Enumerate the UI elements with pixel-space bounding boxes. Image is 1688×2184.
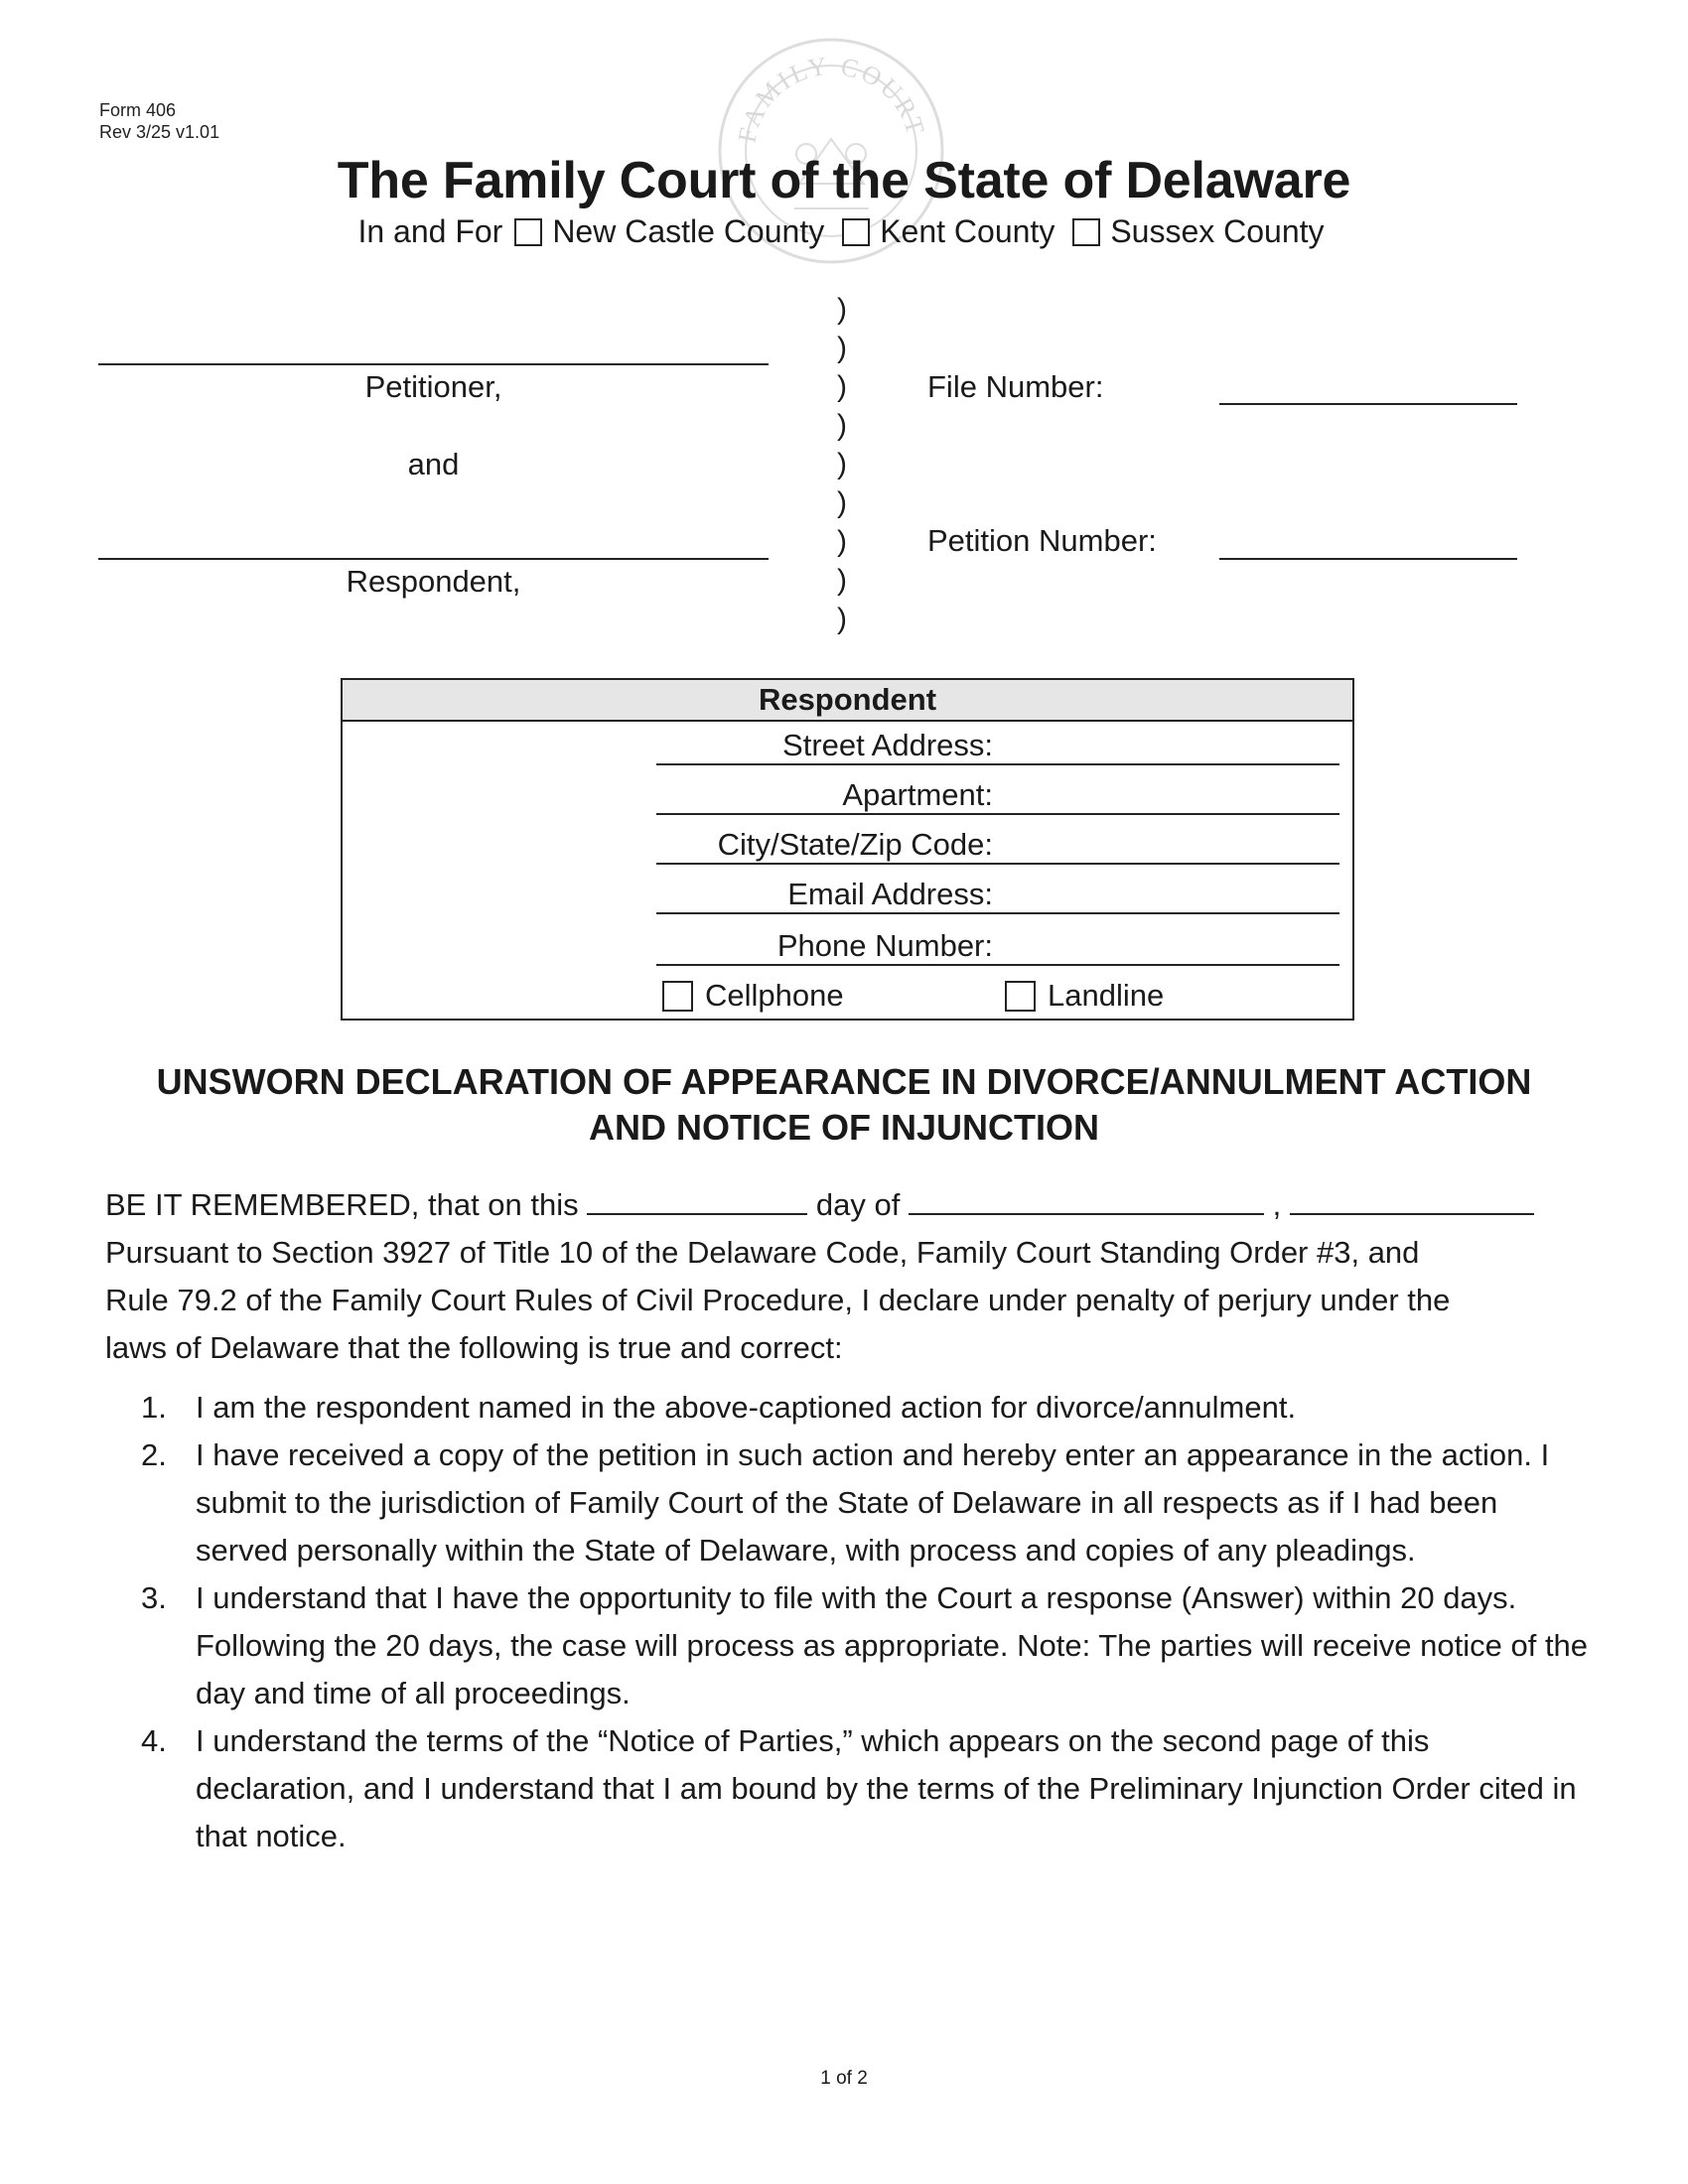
- apartment-label: Apartment:: [842, 777, 993, 812]
- paren: ): [837, 603, 847, 635]
- city-state-zip-row: [343, 825, 1352, 869]
- declaration-list: [105, 1384, 1595, 1860]
- email-row: [343, 875, 1352, 918]
- item-number: 1.: [141, 1390, 167, 1425]
- petitioner-name-line[interactable]: [98, 363, 769, 365]
- intro-line-2: Pursuant to Section 3927 of Title 10 of the Delaware Code, Family Court Standing Order #3, and: [105, 1235, 1420, 1270]
- checkbox-new-castle[interactable]: [514, 218, 542, 246]
- county-option-new-castle[interactable]: [514, 213, 824, 250]
- court-title: The Family Court of the State of Delaware: [337, 152, 1351, 209]
- cellphone-label: Cellphone: [705, 978, 844, 1013]
- respondent-info-box: [341, 678, 1354, 1021]
- item-number: 2.: [141, 1437, 167, 1472]
- intro-line-1: [105, 1181, 1595, 1229]
- paren: ): [837, 370, 847, 403]
- phone-field[interactable]: [656, 964, 1339, 966]
- intro-prefix: BE IT REMEMBERED, that on this: [105, 1187, 579, 1222]
- petition-number-label: Petition Number:: [927, 523, 1157, 558]
- county-label: Kent County: [880, 213, 1055, 249]
- document-title-line2: AND NOTICE OF INJUNCTION: [588, 1107, 1099, 1148]
- form-number: Form 406: [99, 100, 177, 120]
- phone-label: Phone Number:: [776, 928, 993, 963]
- respondent-box-heading: Respondent: [343, 680, 1352, 722]
- checkbox-kent[interactable]: [842, 218, 870, 246]
- county-selection: [0, 213, 1688, 250]
- city-state-zip-field[interactable]: [656, 863, 1339, 865]
- paren: ): [837, 486, 847, 519]
- day-field[interactable]: [587, 1183, 807, 1215]
- caption-parenthesis-column: [837, 290, 847, 638]
- street-address-field[interactable]: [656, 763, 1339, 765]
- item-number: 4.: [141, 1723, 167, 1758]
- county-option-sussex[interactable]: [1072, 213, 1324, 250]
- county-label: New Castle County: [552, 213, 825, 249]
- svg-text:FAMILY COURT: FAMILY COURT: [732, 51, 931, 146]
- intro-paragraph: [105, 1181, 1595, 1372]
- email-field[interactable]: [656, 912, 1339, 914]
- form-revision: Rev 3/25 v1.01: [99, 122, 220, 142]
- email-label: Email Address:: [787, 877, 993, 911]
- declaration-item-1: [105, 1384, 1595, 1432]
- item-text: I have received a copy of the petition in such action and hereby enter an appearance in the action. I submit to the jurisdiction of Family Court of the State of Delaware in all respects as if I had been served personally within the State of Delaware, with process and copies of any pleadings.: [196, 1437, 1550, 1568]
- landline-option[interactable]: [1005, 978, 1164, 1014]
- page-number: 1 of 2: [820, 2068, 868, 2089]
- paren: ): [837, 409, 847, 442]
- paren: ): [837, 564, 847, 597]
- year-field[interactable]: [1290, 1183, 1534, 1215]
- respondent-label: Respondent,: [346, 564, 521, 599]
- intro-line-4: laws of Delaware that the following is true and correct:: [105, 1330, 843, 1365]
- and-label: and: [407, 447, 460, 481]
- declaration-item-4: [105, 1717, 1595, 1860]
- checkbox-cellphone[interactable]: [662, 981, 693, 1012]
- street-address-label: Street Address:: [782, 728, 993, 762]
- apartment-field[interactable]: [656, 813, 1339, 815]
- paren: ): [837, 293, 847, 326]
- in-and-for-label: In and For: [357, 213, 503, 249]
- petitioner-label: Petitioner,: [364, 369, 502, 404]
- month-field[interactable]: [909, 1183, 1264, 1215]
- checkbox-sussex[interactable]: [1072, 218, 1100, 246]
- petition-number-field[interactable]: [1219, 558, 1517, 560]
- intro-line-3: Rule 79.2 of the Family Court Rules of Civil Procedure, I declare under penalty of perjury under the: [105, 1283, 1451, 1317]
- document-title-line1: UNSWORN DECLARATION OF APPEARANCE IN DIVORCE/ANNULMENT ACTION: [156, 1061, 1532, 1102]
- street-address-row: [343, 726, 1352, 769]
- city-state-zip-label: City/State/Zip Code:: [717, 827, 993, 862]
- day-of-label: day of: [815, 1187, 901, 1222]
- document-title: [0, 1059, 1688, 1151]
- landline-label: Landline: [1048, 978, 1165, 1013]
- item-text: I understand the terms of the “Notice of Parties,” which appears on the second page of this declaration, and I understand that I am bound by the terms of the Preliminary Injunction Order cited in that notice.: [196, 1723, 1577, 1853]
- file-number-label: File Number:: [927, 369, 1104, 404]
- cellphone-option[interactable]: [662, 978, 844, 1014]
- county-option-kent[interactable]: [842, 213, 1055, 250]
- declaration-item-3: [105, 1574, 1595, 1717]
- paren: ): [837, 448, 847, 480]
- paren: ): [837, 332, 847, 364]
- file-number-field[interactable]: [1219, 403, 1517, 405]
- form-id: [99, 99, 219, 143]
- paren: ): [837, 525, 847, 558]
- apartment-row: [343, 775, 1352, 819]
- respondent-name-line[interactable]: [98, 558, 769, 560]
- comma: ,: [1272, 1187, 1282, 1222]
- item-number: 3.: [141, 1580, 167, 1615]
- checkbox-landline[interactable]: [1005, 981, 1036, 1012]
- item-text: I understand that I have the opportunity to file with the Court a response (Answer) within 20 days. Following the 20 days, the case will process as appropriate. Note: The parties will receive notice of the day and time of all proceedings.: [196, 1580, 1589, 1710]
- phone-row: [343, 926, 1352, 970]
- declaration-item-2: [105, 1432, 1595, 1574]
- county-label: Sussex County: [1110, 213, 1325, 249]
- item-text: I am the respondent named in the above-captioned action for divorce/annulment.: [196, 1390, 1297, 1425]
